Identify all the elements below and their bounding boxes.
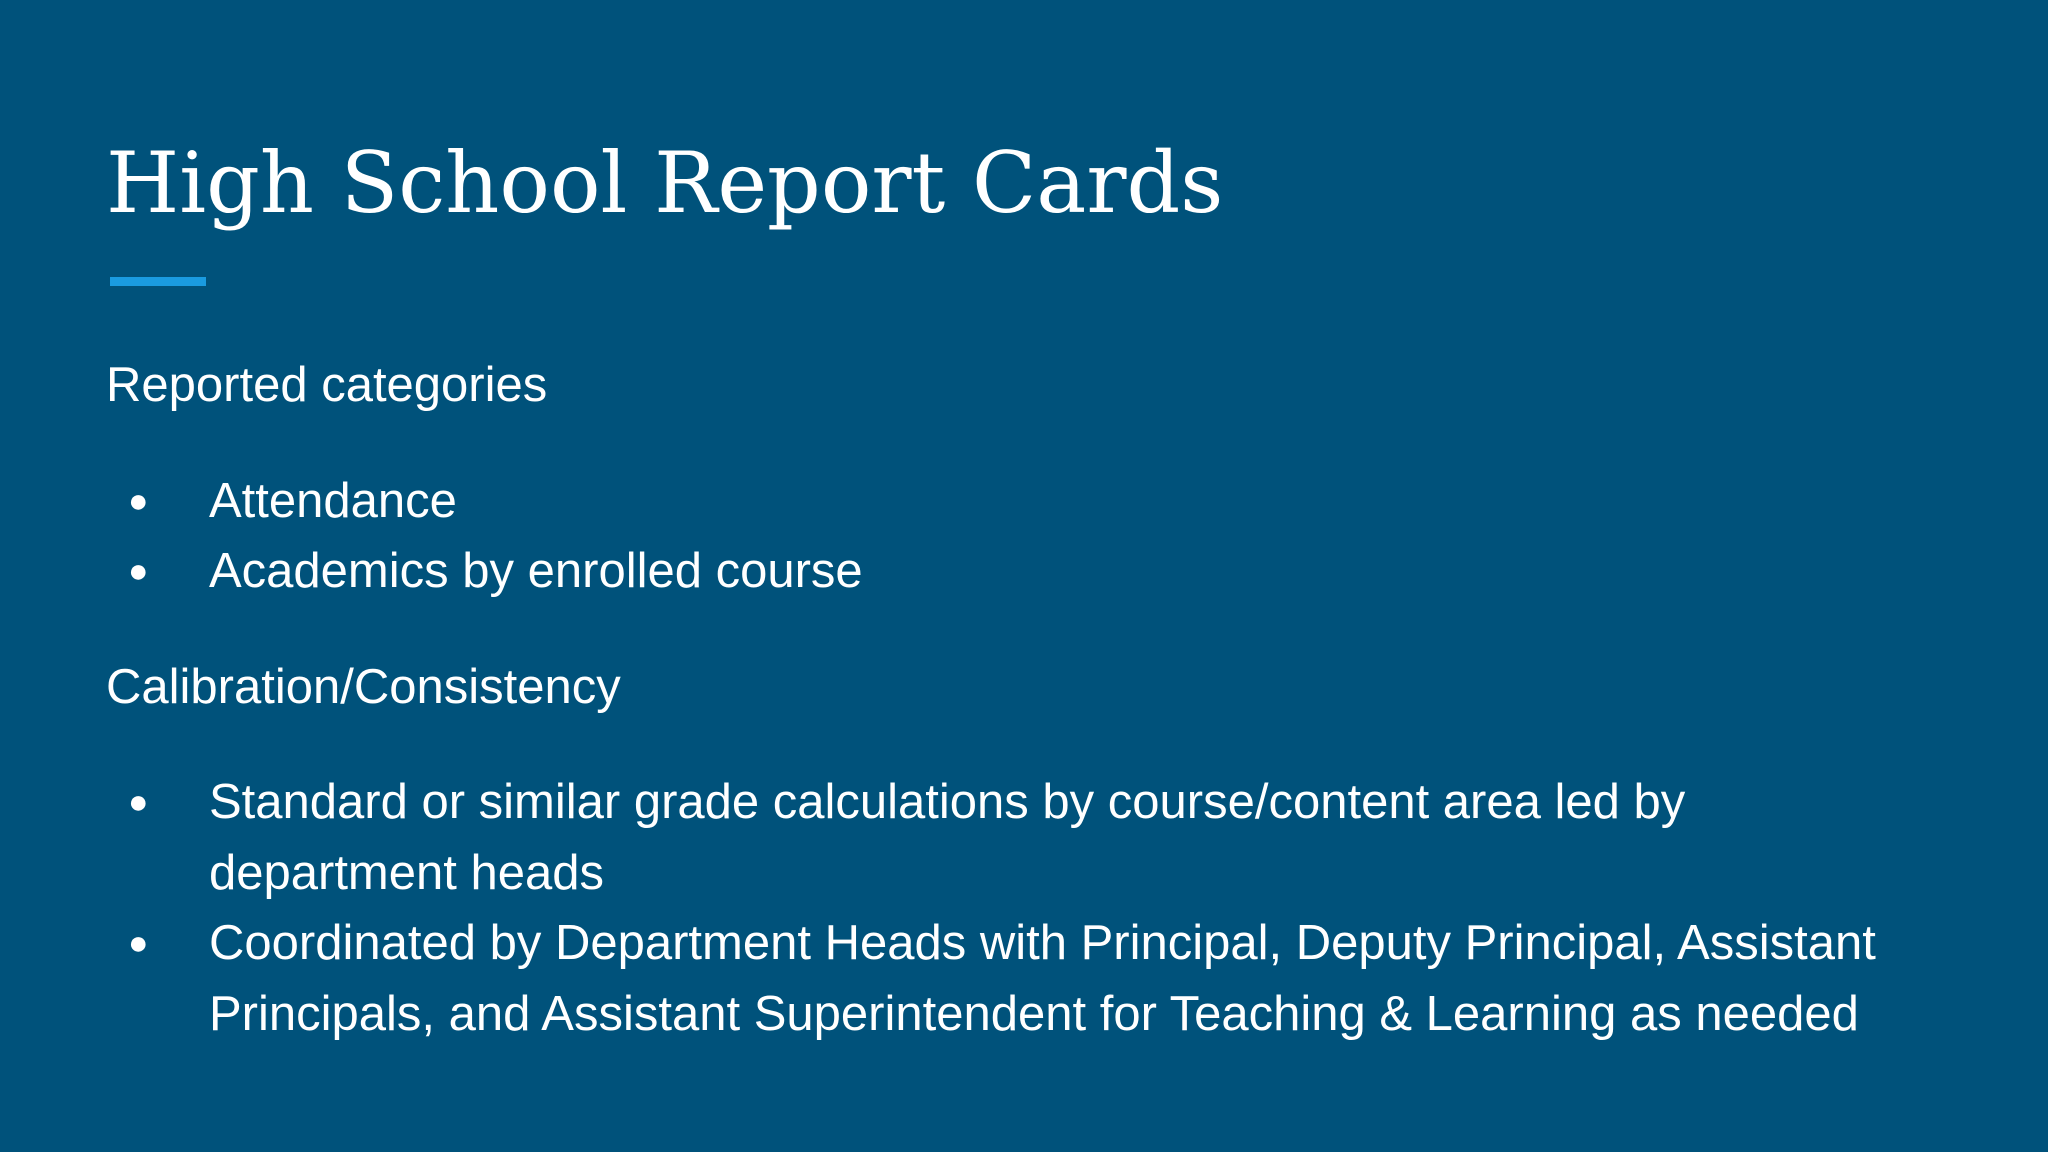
title-accent-bar [110,277,206,286]
bullet-item [106,767,1946,908]
bullet-text: Attendance [209,473,457,528]
bullet-list-calibration-consistency [106,767,1946,1049]
bullet-icon: ● [128,924,149,962]
bullet-list-reported-categories [106,466,1946,607]
bullet-item [106,536,1946,607]
bullet-icon: ● [128,481,149,520]
bullet-icon: ● [128,783,149,821]
bullet-text: Coordinated by Department Heads with Principal, Deputy Principal, Assistant Principals, and Assistant Superintendent for Teaching & Learning as needed [209,916,1876,1041]
section-heading-reported-categories: Reported categories [106,358,548,412]
slide-body [106,350,1946,1094]
slide-title: High School Report Cards [106,134,1224,232]
bullet-item [106,466,1946,537]
bullet-text: Academics by enrolled course [209,544,863,598]
bullet-text: Standard or similar grade calculations by course/content area led by department heads [209,775,1686,900]
bullet-item [106,908,1946,1049]
bullet-icon: ● [128,552,149,590]
section-heading-calibration-consistency: Calibration/Consistency [106,659,621,714]
